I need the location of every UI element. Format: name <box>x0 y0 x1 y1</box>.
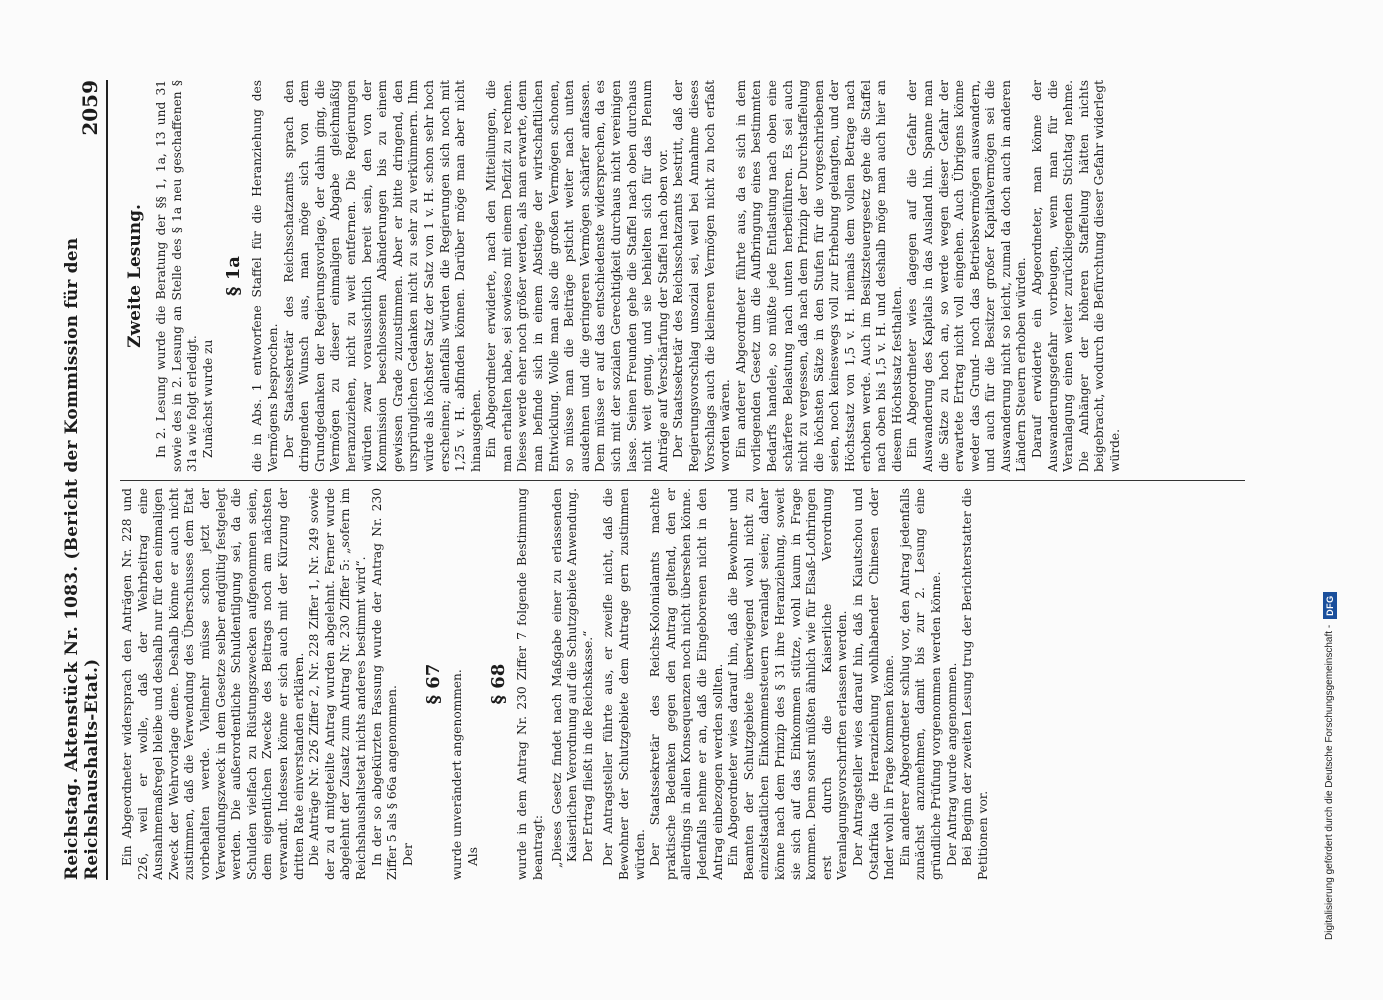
paragraph: Der Staatssekretär des Reichsschatzamts sprach den dringenden Wunsch aus, man möge sich von dem Grundgedanken der Regierungsvorlage, der dahin ging, die Vermögen zu dieser einmaligen Abgabe gleichmäßig heranzuziehen, nicht zu weit entfernen. Die Regierungen würden zwar voraussichtlich bereit sein, den von der Kommission beschlossenen Abänderungen bis zu einem gewissen Grade zuzustimmen. Aber er bitte dringend, den ursprünglichen Gedanken nicht zu sehr zu verkümmern. Ihm würde als höchster Satz der Satz von 1 v. H. schon sehr hoch erscheinen; allenfalls würden die Regierungen sich noch mit 1,25 v. H. abfinden können. Darüber möge man aber nicht hinausgehen. <box>281 80 483 472</box>
paragraph: Der Antragsteller führte aus, er zweifle nicht, daß die Bewohner der Schutzgebiete dem Antrage gern zustimmen würden. <box>601 488 647 880</box>
paragraph: Ein Abgeordneter widersprach den Anträgen Nr. 228 und 226, weil er wolle, daß der Wehrbeitrag eine Ausnahmemaßregel bleibe und deshalb nur für den einmaligen Zweck der Wehrvorlage diene. Deshalb könne er auch nicht zustimmen, daß die Verwendung des Überschusses dem Etat vorbehalten werde. Vielmehr müsse schon jetzt der Verwendungszweck in dem Gesetze selber endgültig festgelegt werden. Die außerordentliche Schuldentilgung sei, da die Schulden vielfach zu Rüstungszwecken aufgenommen seien, dem eigentlichen Zwecke des Beitrags noch am nächsten verwandt. Indessen könne er sich auch mit der Kürzung der dritten Rate einverstanden erklären. <box>120 488 306 880</box>
running-title: Reichstag. Aktenstück Nr. 1083. (Bericht der Kommission für den Reichshaushalts-Etat.) <box>62 237 102 880</box>
left-column <box>120 488 1245 880</box>
text-columns <box>120 80 1245 880</box>
paragraph: Die Anträge Nr. 226 Ziffer 2, Nr. 228 Ziffer 1, Nr. 249 sowie der zu d mitgeteilte Antrag wurden abgelehnt. Ferner wurde abgelehnt der Zusatz zum Antrag Nr. 230 Ziffer 5: „sofern im Reichshaushaltsetat nichts anderes bestimmt wird“. <box>307 488 368 880</box>
paragraph: Der Antrag wurde angenommen. <box>944 662 959 866</box>
der-label: Der <box>400 843 415 866</box>
column-divider <box>120 480 1245 481</box>
paragraph: Der Staatssekretär des Reichs-Kolonialamts machte praktische Bedenken gegen den Antrag geltend, den er allerdings in allen Konsequenzen noch nicht übersehen könne. Jedenfalls nehme er an, daß die Eingeborenen nicht in den Antrag einbezogen werden sollten. <box>648 488 725 880</box>
paragraph: Der Antragsteller wies darauf hin, daß in Kiautschou und Ostafrika die Heranziehung wohlhabender Chinesen oder Inder wohl in Frage kommen könne. <box>850 488 897 880</box>
paragraph: In der so abgekürzten Fassung wurde der Antrag Nr. 230 Ziffer 5 als § 66a angenommen. <box>369 488 400 880</box>
paragraph: Ein anderer Abgeordneter führte aus, da es sich in dem vorliegenden Gesetz um die Aufbringung eines bestimmten Bedarfs handele, so müßte jede Entlastung nach oben eine schärfere Belastung nach unten herbeiführen. Es sei auch nicht zu vergessen, daß nach dem Prinzip der Durchstaffelung die höchsten Sätze in den Stufen für die vorgeschriebenen seien, noch keineswegs voll zur Erhebung gelangten, und der Höchstsatz von 1,5 v. H. niemals dem vollen Betrage nach erhoben werde. Auch im Besitzsteuergesetz gehe die Staffel nach oben bis 1,5 v. H. und deshalb möge man auch hier an diesem Höchstsatz festhalten. <box>733 80 904 472</box>
paragraph: Ein Abgeordneter wies darauf hin, daß die Bewohner und Beamten der Schutzgebiete überwiegend wohl nicht zu einzelstaatlichen Einkommensteuern veranlagt seien; daher könne nach dem Prinzip des § 31 ihre Heranziehung, soweit sie sich auf das Einkommen stütze, wohl kaum in Frage kommen. Denn sonst müßten ähnlich wie für Elsaß-Lothringen erst durch die Kaiserliche Verordnung Veranlagungsvorschriften erlassen werden. <box>726 488 850 880</box>
digitization-credit: Digitalisierung gefördert durch die Deutsche Forschungsgemeinschaft - <box>1324 624 1335 940</box>
quoted-provision: „Dieses Gesetz findet nach Maßgabe einer zu erlassenden Kaiserlichen Verordnung auf die Schutzgebiete Anwendung. Der Ertrag fließt in die Reichskasse.“ <box>549 488 595 868</box>
right-column <box>120 80 1245 472</box>
paragraph: Ein Abgeordneter erwiderte, nach den Mitteilungen, die man erhalten habe, sei sowieso mit einem Defizit zu rechnen. Dieses werde eher noch größer werden, als man erwarte, denn man befinde sich in einem Abstiege der wirtschaftlichen Entwicklung. Wolle man also die großen Vermögen schonen, so müsse man die Beiträge psticht weiter nach unten ausdehnen und die geringeren Vermögen schärfer anfassen. Dem müsse er auf das entschiedenste widersprechen, da es sich mit der sozialen Gerechtigkeit durchaus nicht vereinigen lasse. Seinen Freunden gehe die Staffel nach oben durchaus nicht weit genug, und sie behielten sich für das Plenum Anträge auf Verschärfung der Staffel nach oben vor. <box>484 80 670 472</box>
section-heading-zweite-lesung: Zweite Lesung. <box>125 204 145 348</box>
section-heading-67: § 67 <box>423 663 445 705</box>
page-header <box>62 80 108 880</box>
paragraph: Zunächst wurde zu <box>200 339 215 458</box>
paragraph: Ein Abgeordneter wies dagegen auf die Gefahr der Auswanderung des Kapitals in das Ausland hin. Spanne man die Sätze zu hoch an, so werde wegen dieser Gefahr der erwartete Ertrag nicht voll eingehen. Auch Übrigens könne weder das Grund- noch das Betriebsvermögen auswandern, und auch für die Besitzer großer Kapitalvermögen sei die Auswanderung nicht so leicht, zumal da doch auch in anderen Ländern Steuern erhoben würden. <box>905 80 1029 472</box>
paragraph: Ein anderer Abgeordneter schlug vor, den Antrag jedenfalls zunächst anzunehmen, damit bis zur 2. Lesung eine gründliche Prüfung vorgenommen werden könne. <box>897 488 943 880</box>
paragraph: die in Abs. 1 entworfene Staffel für die Heranziehung des Vermögens besprochen. <box>250 80 280 472</box>
paragraph: wurde in dem Antrag Nr. 230 Ziffer 7 folgende Bestimmung beantragt: <box>515 488 546 880</box>
section-heading-68: § 68 <box>488 663 510 705</box>
paragraph: In 2. Lesung wurde die Beratung der §§ 1, 1a, 13 und 31 sowie des in 2. Lesung an Stelle des § 1a neu geschaffenen § 31a wie folgt erledigt. <box>154 80 200 472</box>
paragraph: Der Staatssekretär des Reichsschatzamts bestritt, daß der Regierungsvorschlag unsozial sei, weil bei Annahme dieses Vorschlags auch die kleineren Vermögen nicht zu hoch erfaßt worden wären. <box>671 80 733 472</box>
paragraph: Bei Beginn der zweiten Lesung trug der Berichterstatter die Petitionen vor. <box>960 488 990 880</box>
digitization-note <box>1320 60 1340 940</box>
als-label: Als <box>465 847 480 866</box>
paragraph: wurde unverändert angenommen. <box>450 669 465 880</box>
section-heading-1a: § 1a <box>223 256 245 296</box>
dfg-logo-icon: DFG <box>1323 592 1337 619</box>
paragraph: Darauf erwiderte ein Abgeordneter, man könne der Auswanderungsgefahr vorbeugen, wenn man für die Veranlagung einen weiter zurückliegenden Stichtag nehme. Die Anhänger der höheren Staffelung hätten nichts beigebracht, wodurch die Befürchtung dieser Gefahr widerlegt würde. <box>1030 80 1123 472</box>
page-number: 2059 <box>78 80 102 136</box>
